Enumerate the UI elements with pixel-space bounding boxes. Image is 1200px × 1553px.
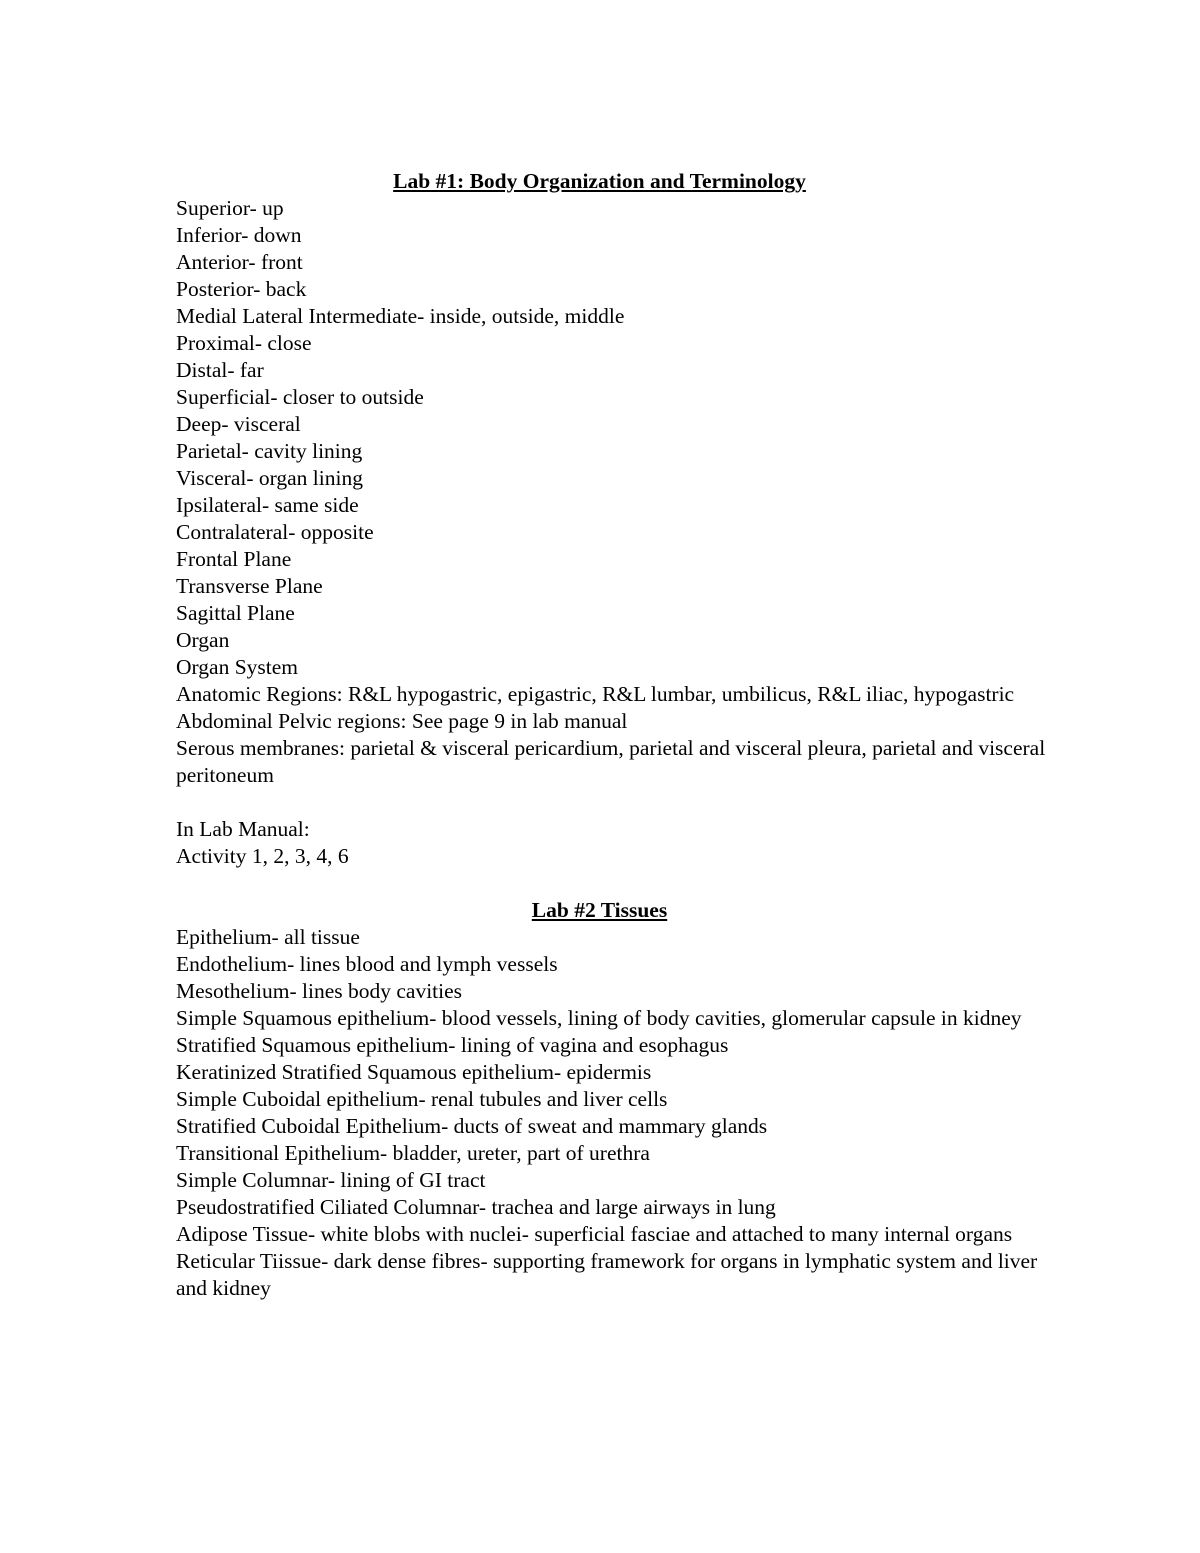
term-line: Serous membranes: parietal & visceral pericardium, parietal and visceral pleura, parietal and visceral peritoneum	[176, 736, 1046, 787]
tissue-line: Simple Squamous epithelium- blood vessels, lining of body cavities, glomerular capsule in kidney	[176, 1006, 1022, 1030]
term-line: Medial Lateral Intermediate- inside, outside, middle	[176, 304, 625, 328]
term-line: Frontal Plane	[176, 547, 292, 571]
term-line: Anterior- front	[176, 250, 303, 274]
term-line: Deep- visceral	[176, 412, 301, 436]
tissue-line: Epithelium- all tissue	[176, 925, 360, 949]
tissue-line: Keratinized Stratified Squamous epithelium- epidermis	[176, 1060, 652, 1084]
tissue-line: Stratified Squamous epithelium- lining of vagina and esophagus	[176, 1033, 729, 1057]
term-line: Superficial- closer to outside	[176, 385, 424, 409]
tissue-line: Simple Cuboidal epithelium- renal tubules and liver cells	[176, 1087, 668, 1111]
term-line: Inferior- down	[176, 223, 302, 247]
term-line: Parietal- cavity lining	[176, 439, 363, 463]
term-line: Sagittal Plane	[176, 601, 295, 625]
tissue-line: Endothelium- lines blood and lymph vessels	[176, 952, 558, 976]
term-line: Ipsilateral- same side	[176, 493, 359, 517]
tissue-line: Mesothelium- lines body cavities	[176, 979, 463, 1003]
term-line: Transverse Plane	[176, 574, 323, 598]
section1-heading: Lab #1: Body Organization and Terminology	[393, 169, 806, 193]
tissue-line: Pseudostratified Ciliated Columnar- trachea and large airways in lung	[176, 1195, 776, 1219]
term-line: Anatomic Regions: R&L hypogastric, epigastric, R&L lumbar, umbilicus, R&L iliac, hypogastric	[176, 682, 1015, 706]
term-line: Organ	[176, 628, 230, 652]
tissue-line: Stratified Cuboidal Epithelium- ducts of sweat and mammary glands	[176, 1114, 768, 1138]
tissue-line: Simple Columnar- lining of GI tract	[176, 1168, 486, 1192]
section2-heading: Lab #2 Tissues	[531, 898, 668, 922]
section1-list	[176, 195, 1046, 789]
blank-line	[176, 789, 1046, 816]
tissue-line: Transitional Epithelium- bladder, ureter, part of urethra	[176, 1141, 650, 1165]
document-page	[176, 168, 1046, 1302]
term-line: Visceral- organ lining	[176, 466, 363, 490]
term-line: Organ System	[176, 655, 299, 679]
blank-line	[176, 870, 1046, 897]
term-line: Contralateral- opposite	[176, 520, 374, 544]
tissue-line: Adipose Tissue- white blobs with nuclei- superficial fasciae and attached to many internal organs	[176, 1222, 1013, 1246]
term-line: Abdominal Pelvic regions: See page 9 in lab manual	[176, 709, 628, 733]
term-line: Posterior- back	[176, 277, 307, 301]
section2-list	[176, 924, 1046, 1302]
lab-manual-label: In Lab Manual:	[176, 817, 310, 841]
term-line: Superior- up	[176, 196, 284, 220]
activity-list: Activity 1, 2, 3, 4, 6	[176, 844, 349, 868]
term-line: Proximal- close	[176, 331, 312, 355]
tissue-line: Reticular Tiissue- dark dense fibres- supporting framework for organs in lymphatic system and liver and kidney	[176, 1249, 1038, 1300]
term-line: Distal- far	[176, 358, 264, 382]
